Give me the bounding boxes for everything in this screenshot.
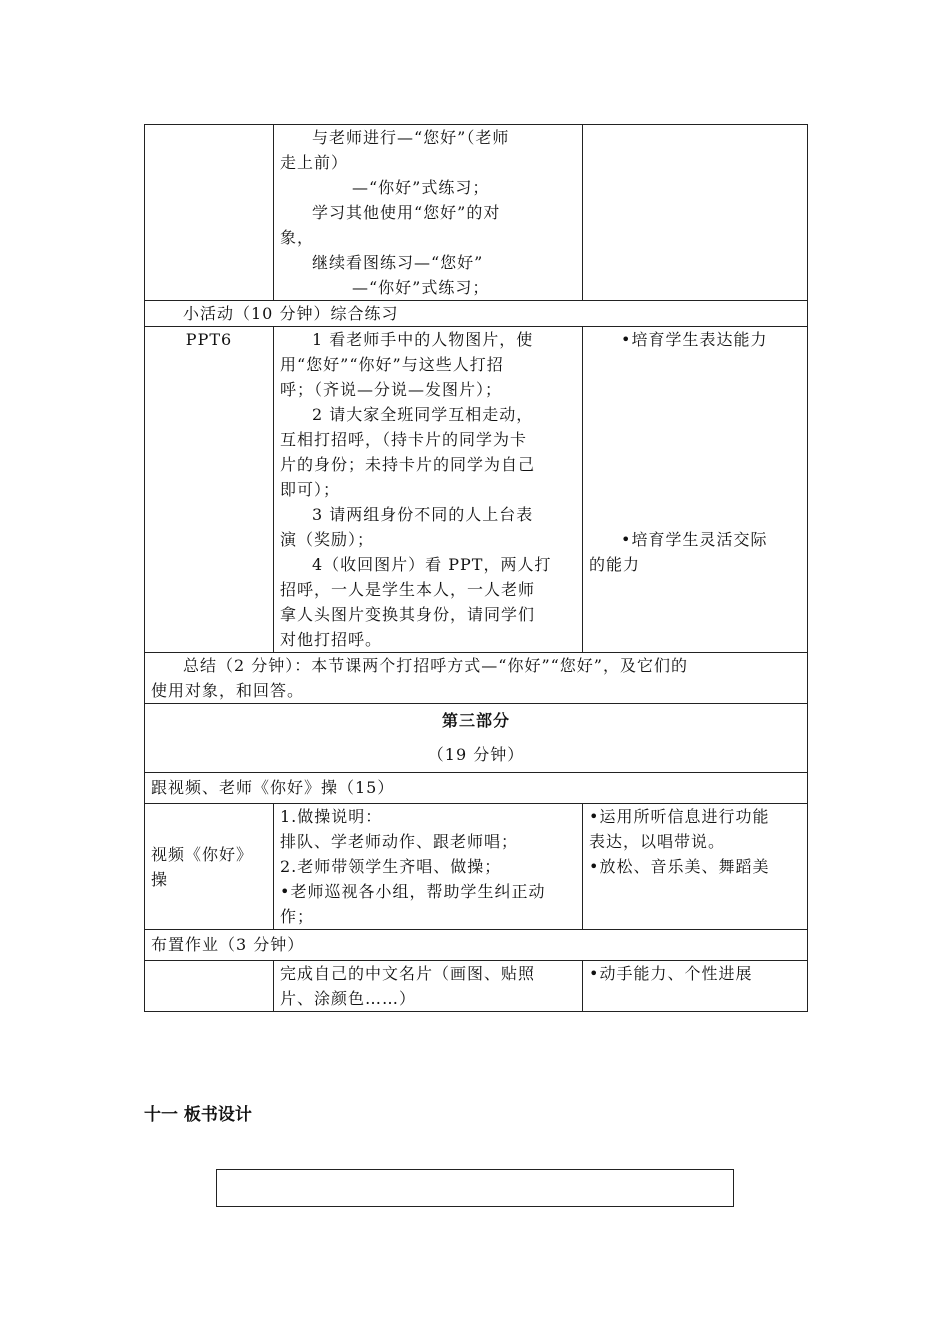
text-line: —“你好”式练习；: [352, 278, 490, 297]
text-line: 拿人头图片变换其身份，请同学们: [280, 605, 536, 624]
text-line: 2 请大家全班同学互相走动，: [312, 405, 534, 424]
section-label: 小活动（10 分钟）综合练习: [183, 304, 399, 323]
cell-empty: [145, 961, 274, 1012]
table-row: [145, 930, 808, 961]
lesson-plan-table: [144, 124, 808, 1012]
cell-empty: [145, 125, 274, 301]
goal-line: •运用所听信息进行功能: [589, 807, 770, 826]
text-line: 1.做操说明：: [280, 807, 383, 826]
text-line: 排队、学老师动作、跟老师唱；: [280, 832, 519, 851]
resource-label: 视频《你好》: [151, 844, 254, 864]
cell-resource: [145, 327, 274, 653]
cell-part-heading: [145, 704, 808, 773]
cell-section: [145, 773, 808, 804]
text-line: 学习其他使用“您好”的对: [312, 203, 501, 222]
table-row: [145, 301, 808, 327]
part-title: 第三部分: [441, 711, 510, 730]
section-label: 布置作业（3 分钟）: [151, 935, 305, 954]
table-row: [145, 961, 808, 1012]
table-row: [145, 704, 808, 773]
goal-line: •培育学生灵活交际: [621, 530, 768, 549]
goal-line: •培育学生表达能力: [621, 330, 768, 349]
text-line: 即可）；: [280, 480, 341, 499]
cell-activity: [274, 327, 583, 653]
section-label: 跟视频、老师《你好》操（15）: [151, 778, 395, 797]
cell-section: [145, 930, 808, 961]
resource-label: PPT6: [185, 330, 233, 349]
resource-label: 操: [151, 869, 169, 889]
text-line: 片的身份；未持卡片的同学为自己: [280, 455, 536, 474]
text-line: 象，: [280, 228, 315, 247]
summary-line: 使用对象，和回答。: [151, 681, 305, 700]
cell-activity: [274, 125, 583, 301]
section-heading: 十一 板书设计: [144, 1105, 252, 1125]
table-row: [145, 125, 808, 301]
text-line: 4（收回图片）看 PPT，两人打: [312, 555, 552, 574]
text-line: 招呼，一人是学生本人，一人老师: [280, 580, 536, 599]
table-row: [145, 804, 808, 930]
cell-goal: [583, 961, 808, 1012]
goal-line: 表达，以唱带说。: [589, 832, 726, 851]
text-line: 1 看老师手中的人物图片，使: [312, 330, 534, 349]
board-design-box: [216, 1169, 734, 1207]
text-line: 呼；（齐说—分说—发图片）；: [280, 380, 503, 399]
goal-line: 的能力: [589, 555, 641, 574]
cell-resource: [145, 804, 274, 930]
cell-activity: [274, 804, 583, 930]
part-duration: （19 分钟）: [427, 745, 525, 764]
cell-summary: [145, 653, 808, 704]
text-line: 与老师进行—“您好”（老师: [312, 128, 510, 147]
text-line: 2.老师带领学生齐唱、做操；: [280, 857, 502, 876]
text-line: 3 请两组身份不同的人上台表: [312, 505, 534, 524]
text-line: 演（奖励）；: [280, 530, 375, 549]
goal-line: •放松、音乐美、舞蹈美: [589, 857, 770, 876]
cell-activity: [274, 961, 583, 1012]
text-line: 继续看图练习—“您好”: [312, 253, 484, 272]
goal-line: •动手能力、个性进展: [589, 964, 753, 983]
summary-line: 总结（2 分钟）：本节课两个打招呼方式—“你好”“您好”，及它们的: [183, 656, 688, 675]
text-line: •老师巡视各小组，帮助学生纠正动: [280, 882, 546, 901]
cell-empty: [583, 125, 808, 301]
cell-section: [145, 301, 808, 327]
text-line: 用“您好”“你好”与这些人打招: [280, 355, 504, 374]
text-line: 完成自己的中文名片（画图、贴照: [280, 964, 536, 983]
cell-goal: [583, 327, 808, 653]
text-line: —“你好”式练习；: [352, 178, 490, 197]
text-line: 走上前）: [280, 153, 349, 172]
text-line: 片、涂颜色……）: [280, 989, 417, 1008]
text-line: 互相打招呼，（持卡片的同学为卡: [280, 430, 528, 449]
text-line: 对他打招呼。: [280, 630, 383, 649]
cell-goal: [583, 804, 808, 930]
text-line: 作；: [280, 907, 315, 926]
table-row: [145, 327, 808, 653]
table-row: [145, 773, 808, 804]
table-row: [145, 653, 808, 704]
